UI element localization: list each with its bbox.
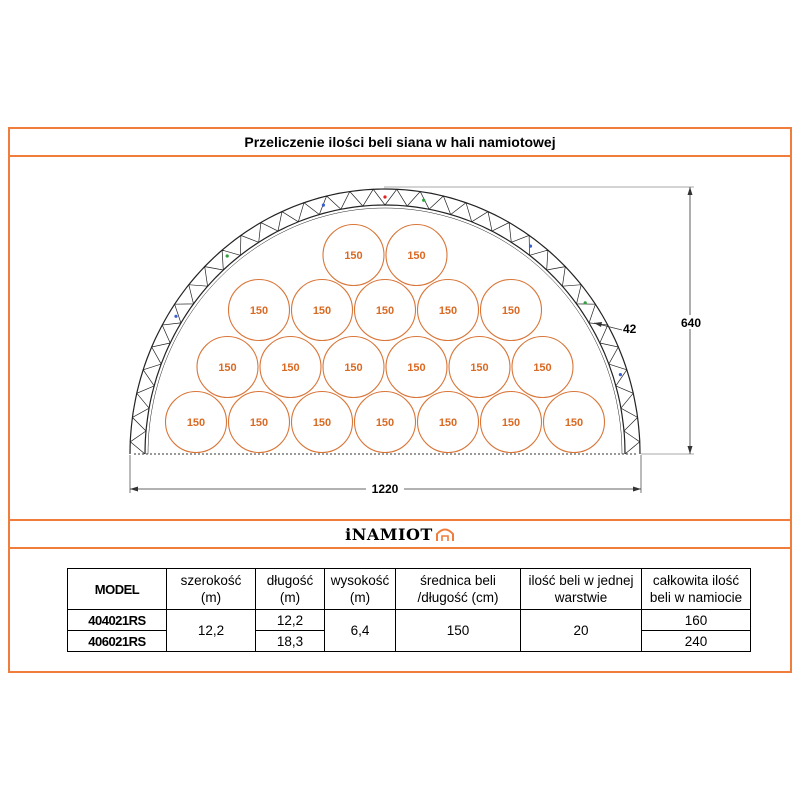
bale-label: 150 — [249, 417, 269, 429]
header-total-bales: całkowita ilość beli w namiocie — [642, 569, 751, 610]
tent-outline-icon — [435, 526, 455, 542]
bale-label: 150 — [312, 417, 332, 429]
total-bales-cell: 160 — [642, 610, 751, 631]
model-cell: 404021RS — [68, 610, 167, 631]
header-model: MODEL — [68, 569, 167, 610]
length-cell: 12,2 — [256, 610, 325, 631]
hay-bale — [166, 392, 227, 453]
specs-table — [67, 568, 751, 652]
connector-mark — [383, 195, 386, 198]
bale-label: 150 — [249, 305, 269, 317]
hay-bale — [197, 337, 258, 398]
bale-label: 150 — [438, 417, 458, 429]
hay-bale — [544, 392, 605, 453]
brand-bar — [10, 519, 790, 549]
bale-label: 150 — [344, 250, 363, 262]
diagram-frame — [8, 127, 792, 673]
hay-bale — [512, 337, 573, 398]
brand-logo: iNAMIOT — [345, 524, 433, 544]
height-label: 640 — [680, 316, 702, 330]
bale-label: 150 — [438, 305, 458, 317]
hay-bale — [386, 337, 447, 398]
length-cell: 18,3 — [256, 631, 325, 652]
hay-bale — [260, 337, 321, 398]
hay-bale — [481, 280, 542, 341]
hay-bale — [355, 392, 416, 453]
header-length: długość (m) — [256, 569, 325, 610]
bale-label: 150 — [470, 362, 489, 374]
connector-mark — [529, 245, 532, 248]
bale-label: 150 — [281, 362, 300, 374]
connector-mark — [619, 373, 622, 376]
bale-label: 150 — [501, 305, 521, 317]
height-cell: 6,4 — [325, 610, 396, 652]
hay-bale — [449, 337, 510, 398]
hay-bale — [418, 280, 479, 341]
bale-label: 150 — [375, 417, 395, 429]
hay-bale — [229, 280, 290, 341]
total-bales-cell: 240 — [642, 631, 751, 652]
table-header-row — [68, 569, 751, 610]
connector-mark — [226, 254, 229, 257]
model-cell: 406021RS — [68, 631, 167, 652]
bale-label: 150 — [407, 362, 426, 374]
hay-bale — [292, 280, 353, 341]
width-label: 1220 — [371, 482, 399, 496]
bale-size-cell: 150 — [396, 610, 521, 652]
tent-cross-section — [10, 129, 790, 519]
bale-label: 150 — [375, 305, 395, 317]
connector-mark — [584, 301, 587, 304]
bale-label: 150 — [533, 362, 552, 374]
hay-bale — [481, 392, 542, 453]
connector-mark — [422, 199, 425, 202]
connector-mark — [322, 204, 325, 207]
truss-depth-label: 42 — [623, 322, 637, 336]
table-row — [68, 610, 751, 631]
hay-bale — [386, 225, 447, 286]
connector-mark — [174, 315, 177, 318]
hay-bale — [229, 392, 290, 453]
bale-label: 150 — [312, 305, 332, 317]
bale-label: 150 — [501, 417, 521, 429]
header-width: szerokość (m) — [167, 569, 256, 610]
header-height: wysokość (m) — [325, 569, 396, 610]
bale-label: 150 — [564, 417, 584, 429]
bales-per-layer-cell: 20 — [521, 610, 642, 652]
hay-bale — [323, 337, 384, 398]
page-title: Przeliczenie ilości beli siana w hali namiotowej — [10, 129, 790, 157]
hay-bale — [418, 392, 479, 453]
bale-stack — [166, 225, 605, 453]
header-bale-size: średnica beli /długość (cm) — [396, 569, 521, 610]
truss-depth-dimension — [594, 322, 637, 336]
bale-label: 150 — [218, 362, 237, 374]
hay-bale — [355, 280, 416, 341]
header-bales-per-layer: ilość beli w jednej warstwie — [521, 569, 642, 610]
bale-label: 150 — [407, 250, 426, 262]
bale-label: 150 — [186, 417, 206, 429]
width-dimension — [130, 455, 641, 496]
hay-bale — [323, 225, 384, 286]
bale-label: 150 — [344, 362, 363, 374]
hay-bale — [292, 392, 353, 453]
width-cell: 12,2 — [167, 610, 256, 652]
